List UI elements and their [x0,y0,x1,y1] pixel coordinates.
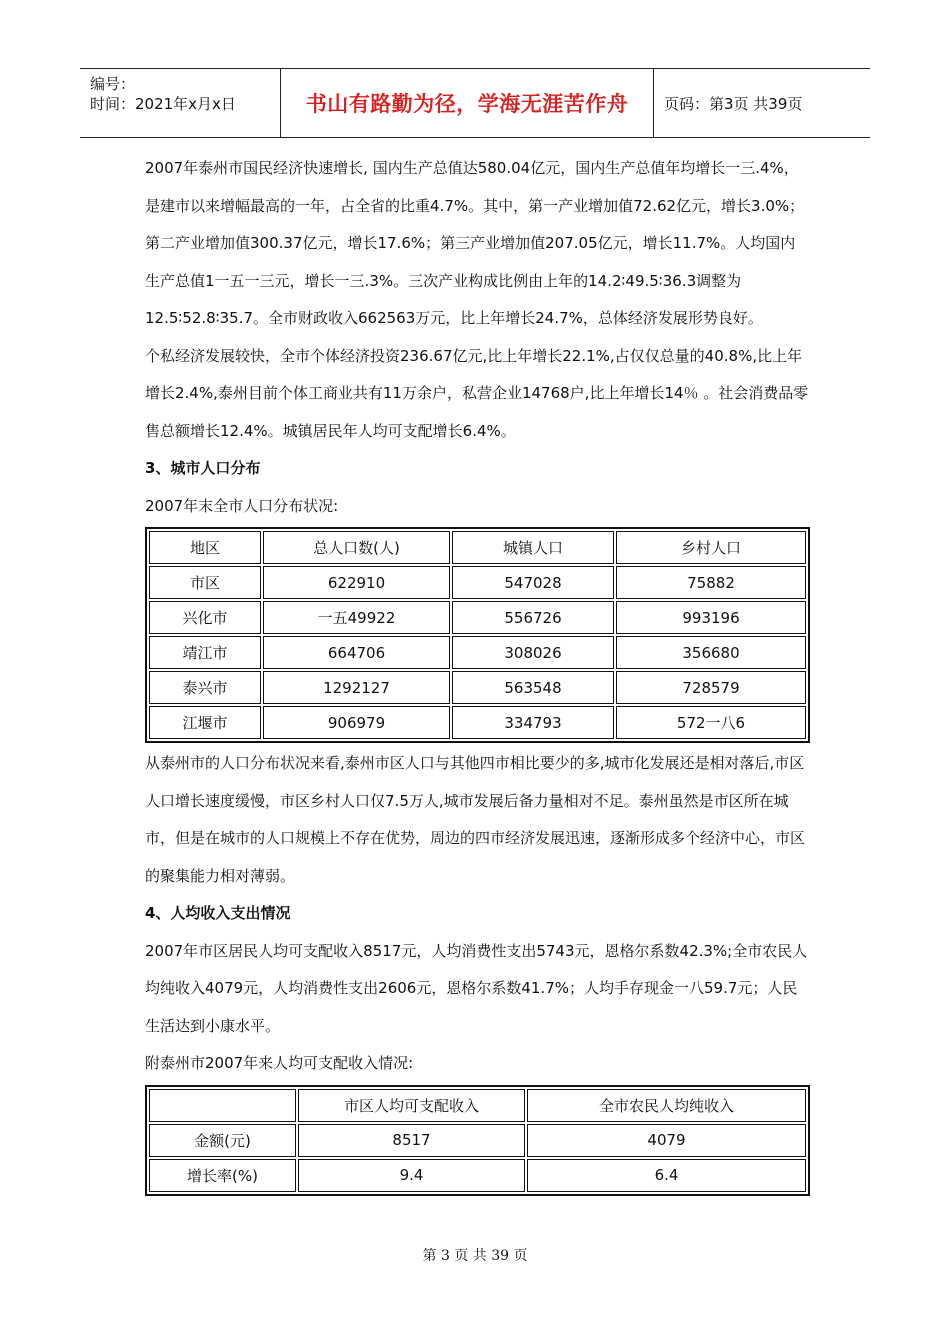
table-cell: 8517 [298,1124,525,1157]
section-heading-population: 3、城市人口分布 [145,459,261,477]
section-heading-income: 4、人均收入支出情况 [145,904,291,922]
table-header-cell: 地区 [149,531,261,564]
paragraph-private-economy: 个私经济发展较快，全市个体经济投资236.67亿元,比上年增长22.1%,占仅仅总量的40.8%,比上年增长2.4%,泰州目前个体工商业共有11万余户，私营企业14768户,比上年增长14％ 。社会消费品零售总额增长12.4%。城镇居民年人均可支配增长6.4%。 [145,346,809,440]
paragraph-population-analysis: 从泰州市的人口分布状况来看,泰州市区人口与其他四市相比要少的多,城市化发展还是相对落后,市区人口增长速度缓慢，市区乡村人口仅7.5万人,城市发展后备力量相对不足。泰州虽然是市区所在城市，但是在城市的人口规模上不存在优势，周边的四市经济发展迅速，逐渐形成多个经济中心，市区的聚集能力相对薄弱。 [145,754,806,885]
table-cell: 江堰市 [149,706,261,739]
table-cell: 4079 [527,1124,806,1157]
table-cell: 906979 [263,706,450,739]
table-header-row [149,1089,806,1122]
table-header-cell [149,1089,296,1122]
doc-number-label: 编号： [90,75,136,93]
income-table [145,1085,810,1196]
income-table-caption: 附泰州市2007年来人均可支配收入情况: [145,1054,414,1072]
table-cell: 兴化市 [149,601,261,634]
table-cell: 市区 [149,566,261,599]
table-cell: 一五49922 [263,601,450,634]
table-row [149,1124,806,1157]
table-cell: 1292127 [263,671,450,704]
document-body [145,150,810,1198]
paragraph-income: 2007年市区居民人均可支配收入8517元，人均消费性支出5743元，恩格尔系数42.3%;全市农民人均纯收入4079元，人均消费性支出2606元，恩格尔系数41.7%；人均手存现金一八59.7元；人民生活达到小康水平。 [145,941,808,1035]
doc-time-label: 时间：2021年x月x日 [90,95,236,113]
table-cell: 547028 [452,566,614,599]
table-row [149,566,806,599]
table-cell: 金额(元) [149,1124,296,1157]
header-motto-cell [281,69,654,137]
table-row [149,671,806,704]
population-table-caption: 2007年末全市人口分布状况: [145,496,339,515]
table-cell: 9.4 [298,1159,525,1192]
table-cell: 572一八6 [616,706,806,739]
header-meta [80,69,281,137]
population-table [145,527,810,743]
table-header-cell: 总人口数(人) [263,531,450,564]
table-cell: 308026 [452,636,614,669]
table-row [149,1159,806,1192]
table-cell: 增长率(%) [149,1159,296,1192]
table-cell: 靖江市 [149,636,261,669]
table-header-cell: 市区人均可支配收入 [298,1089,525,1122]
table-cell: 728579 [616,671,806,704]
table-cell: 356680 [616,636,806,669]
table-cell: 563548 [452,671,614,704]
table-header-cell: 城镇人口 [452,531,614,564]
page-header [80,68,870,138]
table-row [149,706,806,739]
header-motto: 书山有路勤为径，学海无涯苦作舟 [305,92,629,116]
table-header-row [149,531,806,564]
table-cell: 622910 [263,566,450,599]
page-footer: 第 3 页 共 39 页 [422,1248,528,1264]
table-cell: 75882 [616,566,806,599]
table-cell: 泰兴市 [149,671,261,704]
header-page-label: 页码：第3页 共39页 [664,94,803,113]
table-header-cell: 全市农民人均纯收入 [527,1089,806,1122]
table-cell: 6.4 [527,1159,806,1192]
table-cell: 334793 [452,706,614,739]
paragraph-economy: 2007年泰州市国民经济快速增长, 国内生产总值达580.04亿元，国内生产总值年均增长一三.4%，是建市以来增幅最高的一年，占全省的比重4.7%。其中，第一产业增加值72.62亿元，增长3.0%；第二产业增加值300.37亿元，增长17.6%；第三产业增加值207.05亿元，增长11.7%。人均国内生产总值1一五一三元，增长一三.3%。三次产业构成比例由上年的14.2∶49.5∶36.3调整为12.5∶52.8∶35.7。全市财政收入662563万元，比上年增长24.7%，总体经济发展形势良好。 [145,159,805,327]
table-row [149,636,806,669]
table-cell: 993196 [616,601,806,634]
table-row [149,601,806,634]
table-header-cell: 乡村人口 [616,531,806,564]
table-cell: 556726 [452,601,614,634]
table-cell: 664706 [263,636,450,669]
